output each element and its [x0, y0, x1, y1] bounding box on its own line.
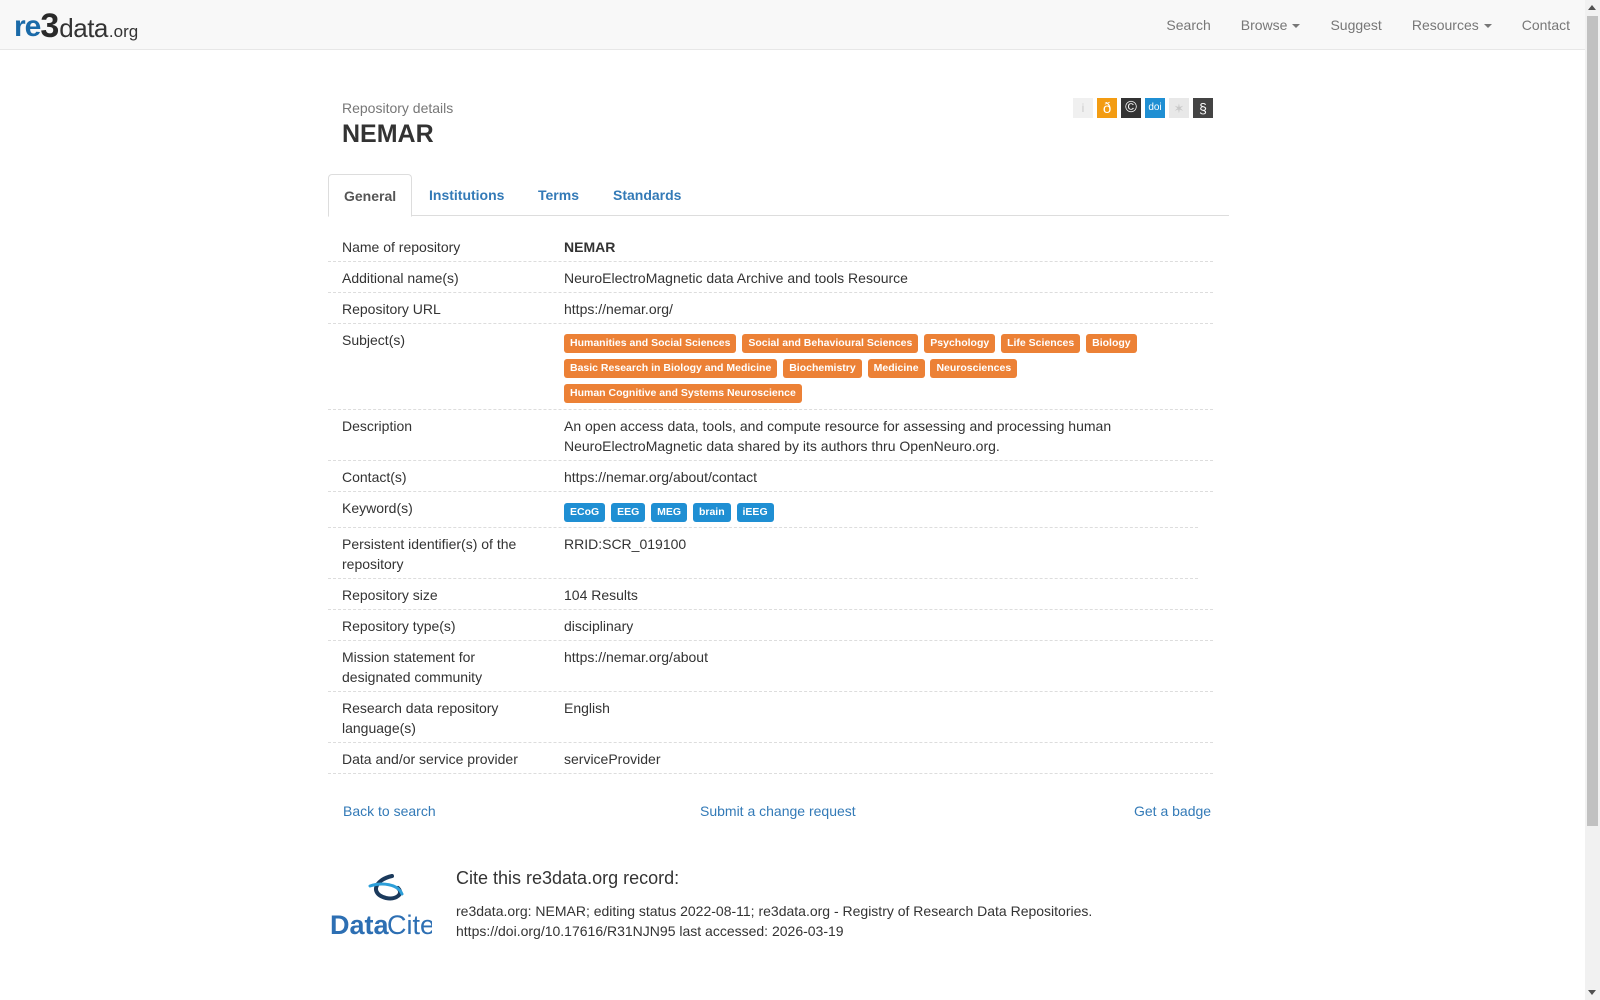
nav-suggest-label: Suggest — [1330, 17, 1382, 33]
row-label: Research data repository language(s) — [342, 700, 499, 736]
chevron-down-icon — [1292, 24, 1300, 28]
logo-data: data — [59, 13, 108, 43]
row-label: Repository URL — [342, 301, 441, 317]
additional-name: NeuroElectroMagnetic data Archive and tools Resource — [564, 270, 908, 286]
re3data-logo[interactable] — [14, 6, 139, 45]
keyword-tag[interactable]: MEG — [651, 503, 687, 522]
row-url — [328, 293, 1213, 324]
get-badge-link[interactable]: Get a badge — [1134, 803, 1212, 819]
doi-icon[interactable]: doi — [1145, 98, 1165, 118]
subject-tag[interactable]: Life Sciences — [1001, 334, 1080, 353]
row-label: Persistent identifier(s) of the repository — [342, 536, 517, 572]
subject-tag[interactable]: Basic Research in Biology and Medicine — [564, 359, 777, 378]
nav-search-label: Search — [1166, 17, 1211, 33]
tab-institutions[interactable]: Institutions — [429, 187, 505, 203]
row-label: Name of repository — [342, 239, 461, 255]
submit-change-request-link[interactable]: Submit a change request — [700, 803, 856, 819]
nav-suggest[interactable] — [1315, 0, 1396, 50]
nav-menu — [1151, 0, 1585, 50]
datacite-text-data: Data — [330, 910, 389, 940]
repository-name: NEMAR — [564, 239, 616, 255]
row-label: Mission statement for designated community — [342, 649, 483, 685]
subject-tag[interactable]: Human Cognitive and Systems Neuroscience — [564, 384, 802, 403]
pid-link[interactable]: RRID:SCR_019100 — [564, 536, 687, 552]
repository-type: disciplinary — [564, 618, 634, 634]
info-icon[interactable]: i — [1073, 98, 1093, 118]
logo-org: .org — [108, 22, 139, 41]
row-label: Additional name(s) — [342, 270, 459, 286]
row-label: Data and/or service provider — [342, 751, 518, 767]
row-language — [328, 692, 1213, 743]
scroll-down-arrow-icon[interactable] — [1588, 990, 1596, 995]
keyword-tag[interactable]: brain — [693, 503, 731, 522]
subject-tag[interactable]: Neurosciences — [930, 359, 1017, 378]
subject-tag[interactable]: Social and Behavioural Sciences — [742, 334, 918, 353]
page-subtitle: Repository details — [342, 100, 454, 116]
nav-browse-label: Browse — [1240, 17, 1288, 33]
cite-heading: Cite this re3data.org record: — [456, 868, 680, 888]
subject-tags — [564, 331, 1204, 406]
row-label: Subject(s) — [342, 332, 406, 348]
row-mission — [328, 641, 1213, 692]
row-label: Contact(s) — [342, 469, 407, 485]
nav-contact-label: Contact — [1521, 17, 1570, 33]
subject-tag[interactable]: Humanities and Social Sciences — [564, 334, 736, 353]
open-access-icon[interactable]: ð — [1097, 98, 1117, 118]
datacite-logo[interactable] — [330, 872, 432, 940]
subject-tag[interactable]: Biochemistry — [783, 359, 862, 378]
repository-badges — [1073, 98, 1213, 118]
keyword-tags — [564, 500, 1204, 527]
nav-search[interactable] — [1151, 0, 1225, 50]
top-navbar — [0, 0, 1585, 50]
logo-re: re — [14, 10, 41, 43]
scroll-up-arrow-icon[interactable] — [1588, 5, 1596, 10]
logo-three: 3 — [40, 7, 60, 45]
row-description — [328, 410, 1213, 461]
nav-browse[interactable] — [1226, 0, 1316, 50]
row-keywords — [328, 492, 1198, 528]
keyword-tag[interactable]: EEG — [611, 503, 645, 522]
detail-tabs — [328, 174, 1229, 216]
row-label: Repository size — [342, 587, 438, 603]
copyright-icon[interactable]: © — [1121, 98, 1141, 118]
datacite-mark-icon — [330, 872, 432, 940]
nav-resources-label: Resources — [1411, 17, 1479, 33]
row-additional-names — [328, 262, 1213, 293]
repository-language: English — [564, 700, 610, 716]
page-title: NEMAR — [342, 120, 434, 148]
provider-type: serviceProvider — [564, 751, 661, 767]
page-scrollbar[interactable] — [1585, 0, 1600, 1000]
chevron-down-icon — [1484, 24, 1492, 28]
row-subjects — [328, 324, 1213, 410]
keyword-tag[interactable]: ECoG — [564, 503, 605, 522]
tab-terms[interactable]: Terms — [538, 187, 579, 203]
mission-link[interactable]: https://nemar.org/about — [564, 649, 708, 665]
row-label: Description — [342, 418, 413, 434]
back-to-search-link[interactable]: Back to search — [343, 803, 436, 819]
row-contact — [328, 461, 1213, 492]
row-persistent-identifier — [328, 528, 1198, 579]
row-type — [328, 610, 1213, 641]
subject-tag[interactable]: Medicine — [868, 359, 925, 378]
subject-tag[interactable]: Biology — [1086, 334, 1137, 353]
contact-link[interactable]: https://nemar.org/about/contact — [564, 469, 758, 485]
row-label: Repository type(s) — [342, 618, 456, 634]
nav-resources[interactable] — [1397, 0, 1507, 50]
repository-size: 104 Results — [564, 587, 638, 603]
tab-general[interactable]: General — [328, 174, 412, 217]
certificate-icon[interactable]: ✶ — [1169, 98, 1189, 118]
row-name — [328, 231, 1213, 262]
policy-icon[interactable]: § — [1193, 98, 1213, 118]
subject-tag[interactable]: Psychology — [924, 334, 995, 353]
scroll-thumb[interactable] — [1587, 16, 1598, 826]
datacite-text-cite: Cite — [387, 910, 432, 940]
row-provider — [328, 743, 1213, 774]
citation-text: re3data.org: NEMAR; editing status 2022-08-11; re3data.org - Registry of Research Data Repositories. https://doi.org/10.17616/R31NJN95 last accessed: 2026-03-19 — [456, 903, 1093, 939]
nav-contact[interactable] — [1507, 0, 1585, 50]
repository-description: An open access data, tools, and compute resource for assessing and processing human NeuroElectroMagnetic data shared by its authors thru OpenNeuro.org. — [564, 418, 1112, 454]
tab-standards[interactable]: Standards — [613, 187, 682, 203]
row-size — [328, 579, 1213, 610]
keyword-tag[interactable]: iEEG — [737, 503, 774, 522]
row-label: Keyword(s) — [342, 500, 413, 516]
repository-url-link[interactable]: https://nemar.org/ — [564, 301, 673, 317]
